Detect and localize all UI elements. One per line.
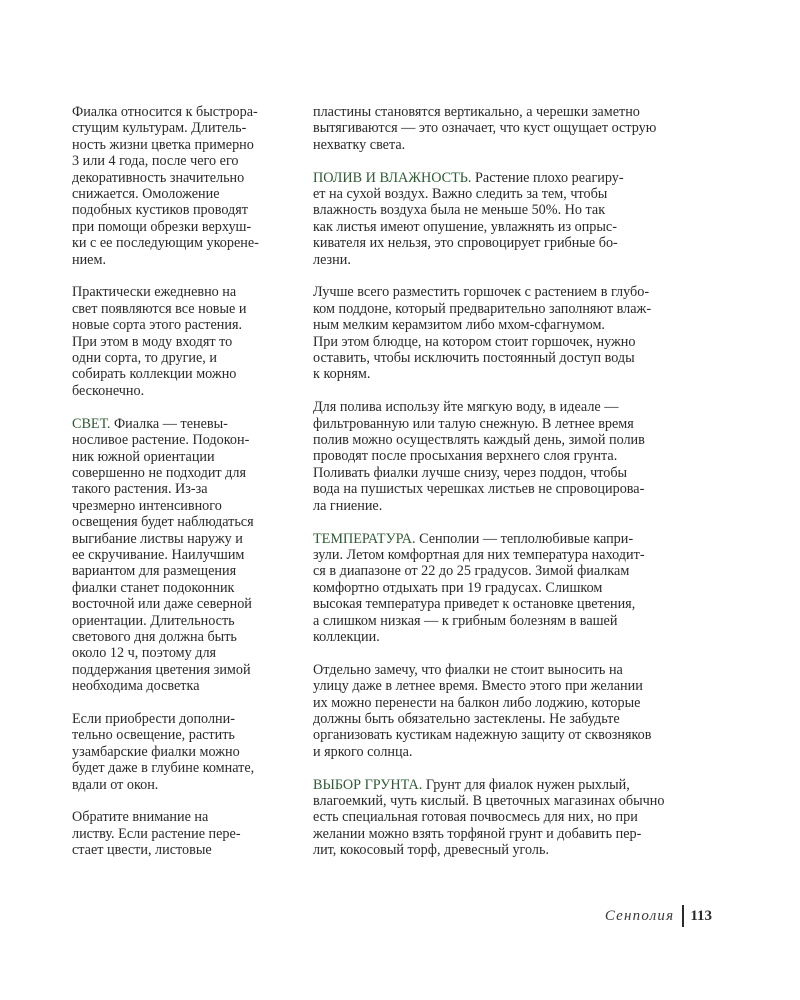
right-column [313,104,713,859]
text-line: Растение плохо реагиру- [471,169,624,186]
text-line: светового дня должна быть [72,628,237,645]
text-line: вдали от окон. [72,776,159,793]
text-line: Обратите внимание на [72,809,209,826]
left-column [72,104,282,859]
text-line: вытягиваются — это означает, что куст ощущает острую [313,120,657,137]
text-line: кивателя их нельзя, это спровоцирует грибные бо- [313,235,618,252]
text-line: чрезмерно интенсивного [72,497,222,514]
text-line: стает цвести, листовые [72,842,212,859]
text-line: ет на сухой воздух. Важно следить за тем, чтобы [313,186,608,203]
section-watering [313,170,713,268]
text-line: оставить, чтобы исключить постоянный доступ воды [313,350,635,367]
text-line: собирать коллекции можно [72,366,237,383]
text-line: ник южной ориентации [72,448,215,465]
text-line: высокая температура приведет к остановке цветения, [313,596,636,613]
text-line: декоративность значительно [72,169,245,186]
text-line: Если приобрести дополни- [72,710,235,727]
text-line: носливое растение. Подокон- [72,432,250,449]
section-temperature [313,531,713,646]
text-line: к корням. [313,366,371,383]
paragraph [313,399,713,514]
text-line: узамбарские фиалки можно [72,743,240,760]
text-line: тельно освещение, растить [72,727,235,744]
text-line: Лучше всего разместить горшочек с растением в глубо- [313,284,650,301]
text-line: коллекции. [313,628,380,645]
text-line: влагоемкий, чуть кислый. В цветочных магазинах обычно [313,792,665,809]
section-heading: ПОЛИВ И ВЛАЖНОСТЬ. [313,169,472,186]
text-line: ся в диапазоне от 22 до 25 градусов. Зимой фиалкам [313,563,630,580]
text-line: Фиалка относится к быстрора- [72,104,258,120]
text-line: ность жизни цветка примерно [72,136,254,153]
text-line: зули. Летом комфортная для них температура находит- [313,546,645,563]
text-line: желании можно взять торфяной грунт и добавить пер- [313,825,642,842]
text-line: и яркого солнца. [313,743,413,760]
text-line: лит, кокосовый торф, древесный уголь. [313,842,550,859]
section-heading: ВЫБОР ГРУНТА. [313,776,423,793]
text-line: улицу даже в летнее время. Вместо этого при желании [313,678,643,695]
section-heading: ТЕМПЕРАТУРА. [313,530,416,547]
text-line: нехватку света. [313,136,406,153]
text-line: поддержания цветения зимой [72,661,251,678]
text-line: пластины становятся вертикально, а черешки заметно [313,104,640,120]
paragraph [72,809,282,858]
text-line: фиалки станет подоконник [72,579,235,596]
text-line: 3 или 4 года, после чего его [72,153,239,170]
text-line: при помощи обрезки верхуш- [72,218,252,235]
text-line: Практически ежедневно на [72,284,237,301]
text-line: вода на пушистых черешках листьев не спровоцирова- [313,481,645,498]
paragraph [313,284,713,382]
section-light [72,416,282,695]
section-soil [313,777,713,859]
text-line: Сенполии — теплолюбивые капри- [415,530,634,547]
text-line: новые сорта этого растения. [72,317,243,334]
text-line: Грунт для фиалок нужен рыхлый, [422,776,630,793]
text-line: вариантом для размещения [72,563,237,580]
text-line: ее скручивание. Наилучшим [72,546,245,563]
text-line: как листья имеют опушение, увлажнять из опрыс- [313,218,617,235]
text-line: стущим культурам. Длитель- [72,120,247,137]
text-line: Поливать фиалки лучше снизу, через поддон, чтобы [313,464,628,481]
text-line: ла гниение. [313,497,383,514]
text-line: лезни. [313,251,351,268]
page-footer [605,905,712,927]
text-line: должны быть обязательно застеклены. Не забудьте [313,710,620,727]
text-line: При этом блюдце, на котором стоит горшочек, нужно [313,333,636,350]
text-line: проводят после просыхания верхнего слоя грунта. [313,448,618,465]
text-line: ком поддоне, который предварительно заполняют влаж- [313,300,652,317]
text-line: комфортно отдыхать при 19 градусах. Слишком [313,579,603,596]
text-line: свет появляются все новые и [72,300,247,317]
text-line: восточной или даже северной [72,596,252,613]
text-line: подобных кустиков проводят [72,202,248,219]
text-line: одни сорта, то другие, и [72,350,217,367]
text-line: их можно перенести на балкон либо лоджию, которые [313,694,641,711]
text-line: полив можно осуществлять каждый день, зимой полив [313,432,645,449]
text-line: фильтрованную или талую снежную. В летнее время [313,415,634,432]
paragraph [72,104,282,268]
text-line: ки с ее последующим укорене- [72,235,259,252]
text-line: листву. Если растение пере- [72,825,241,842]
section-heading: СВЕТ. [72,415,111,432]
paragraph [72,284,282,399]
text-line: снижается. Омоложение [72,186,220,203]
text-line: выгибание листвы наружу и [72,530,243,547]
text-line: около 12 ч, поэтому для [72,645,217,662]
text-line: ориентации. Длительность [72,612,235,629]
text-line: бесконечно. [72,382,145,399]
paragraph [313,662,713,760]
text-line: освещения будет наблюдаться [72,514,254,531]
paragraph [72,711,282,793]
text-line: совершенно не подходит для [72,464,246,481]
text-line: есть специальная готовая почвосмесь для них, но при [313,809,638,826]
text-line: ным мелким керамзитом либо мхом-сфагнумом. [313,317,605,334]
text-line: организовать кустикам надежную защиту от сквозняков [313,727,652,744]
text-line: Для полива использу йте мягкую воду, в идеале — [313,399,619,416]
text-line: влажность воздуха была не меньше 50%. Но так [313,202,606,219]
text-line: такого растения. Из-за [72,481,208,498]
text-line: нием. [72,251,107,268]
paragraph [313,104,713,153]
text-line: необходима досветка [72,678,200,695]
running-title: Сенполия [604,907,675,924]
text-line: Отдельно замечу, что фиалки не стоит выносить на [313,661,623,678]
text-line: Фиалка — теневы- [110,415,228,432]
text-line: будет даже в глубине комнате, [72,760,255,777]
page-number: 113 [690,907,712,924]
text-line: При этом в моду входят то [72,333,233,350]
text-line: а слишком низкая — к грибным болезням в вашей [313,612,618,629]
